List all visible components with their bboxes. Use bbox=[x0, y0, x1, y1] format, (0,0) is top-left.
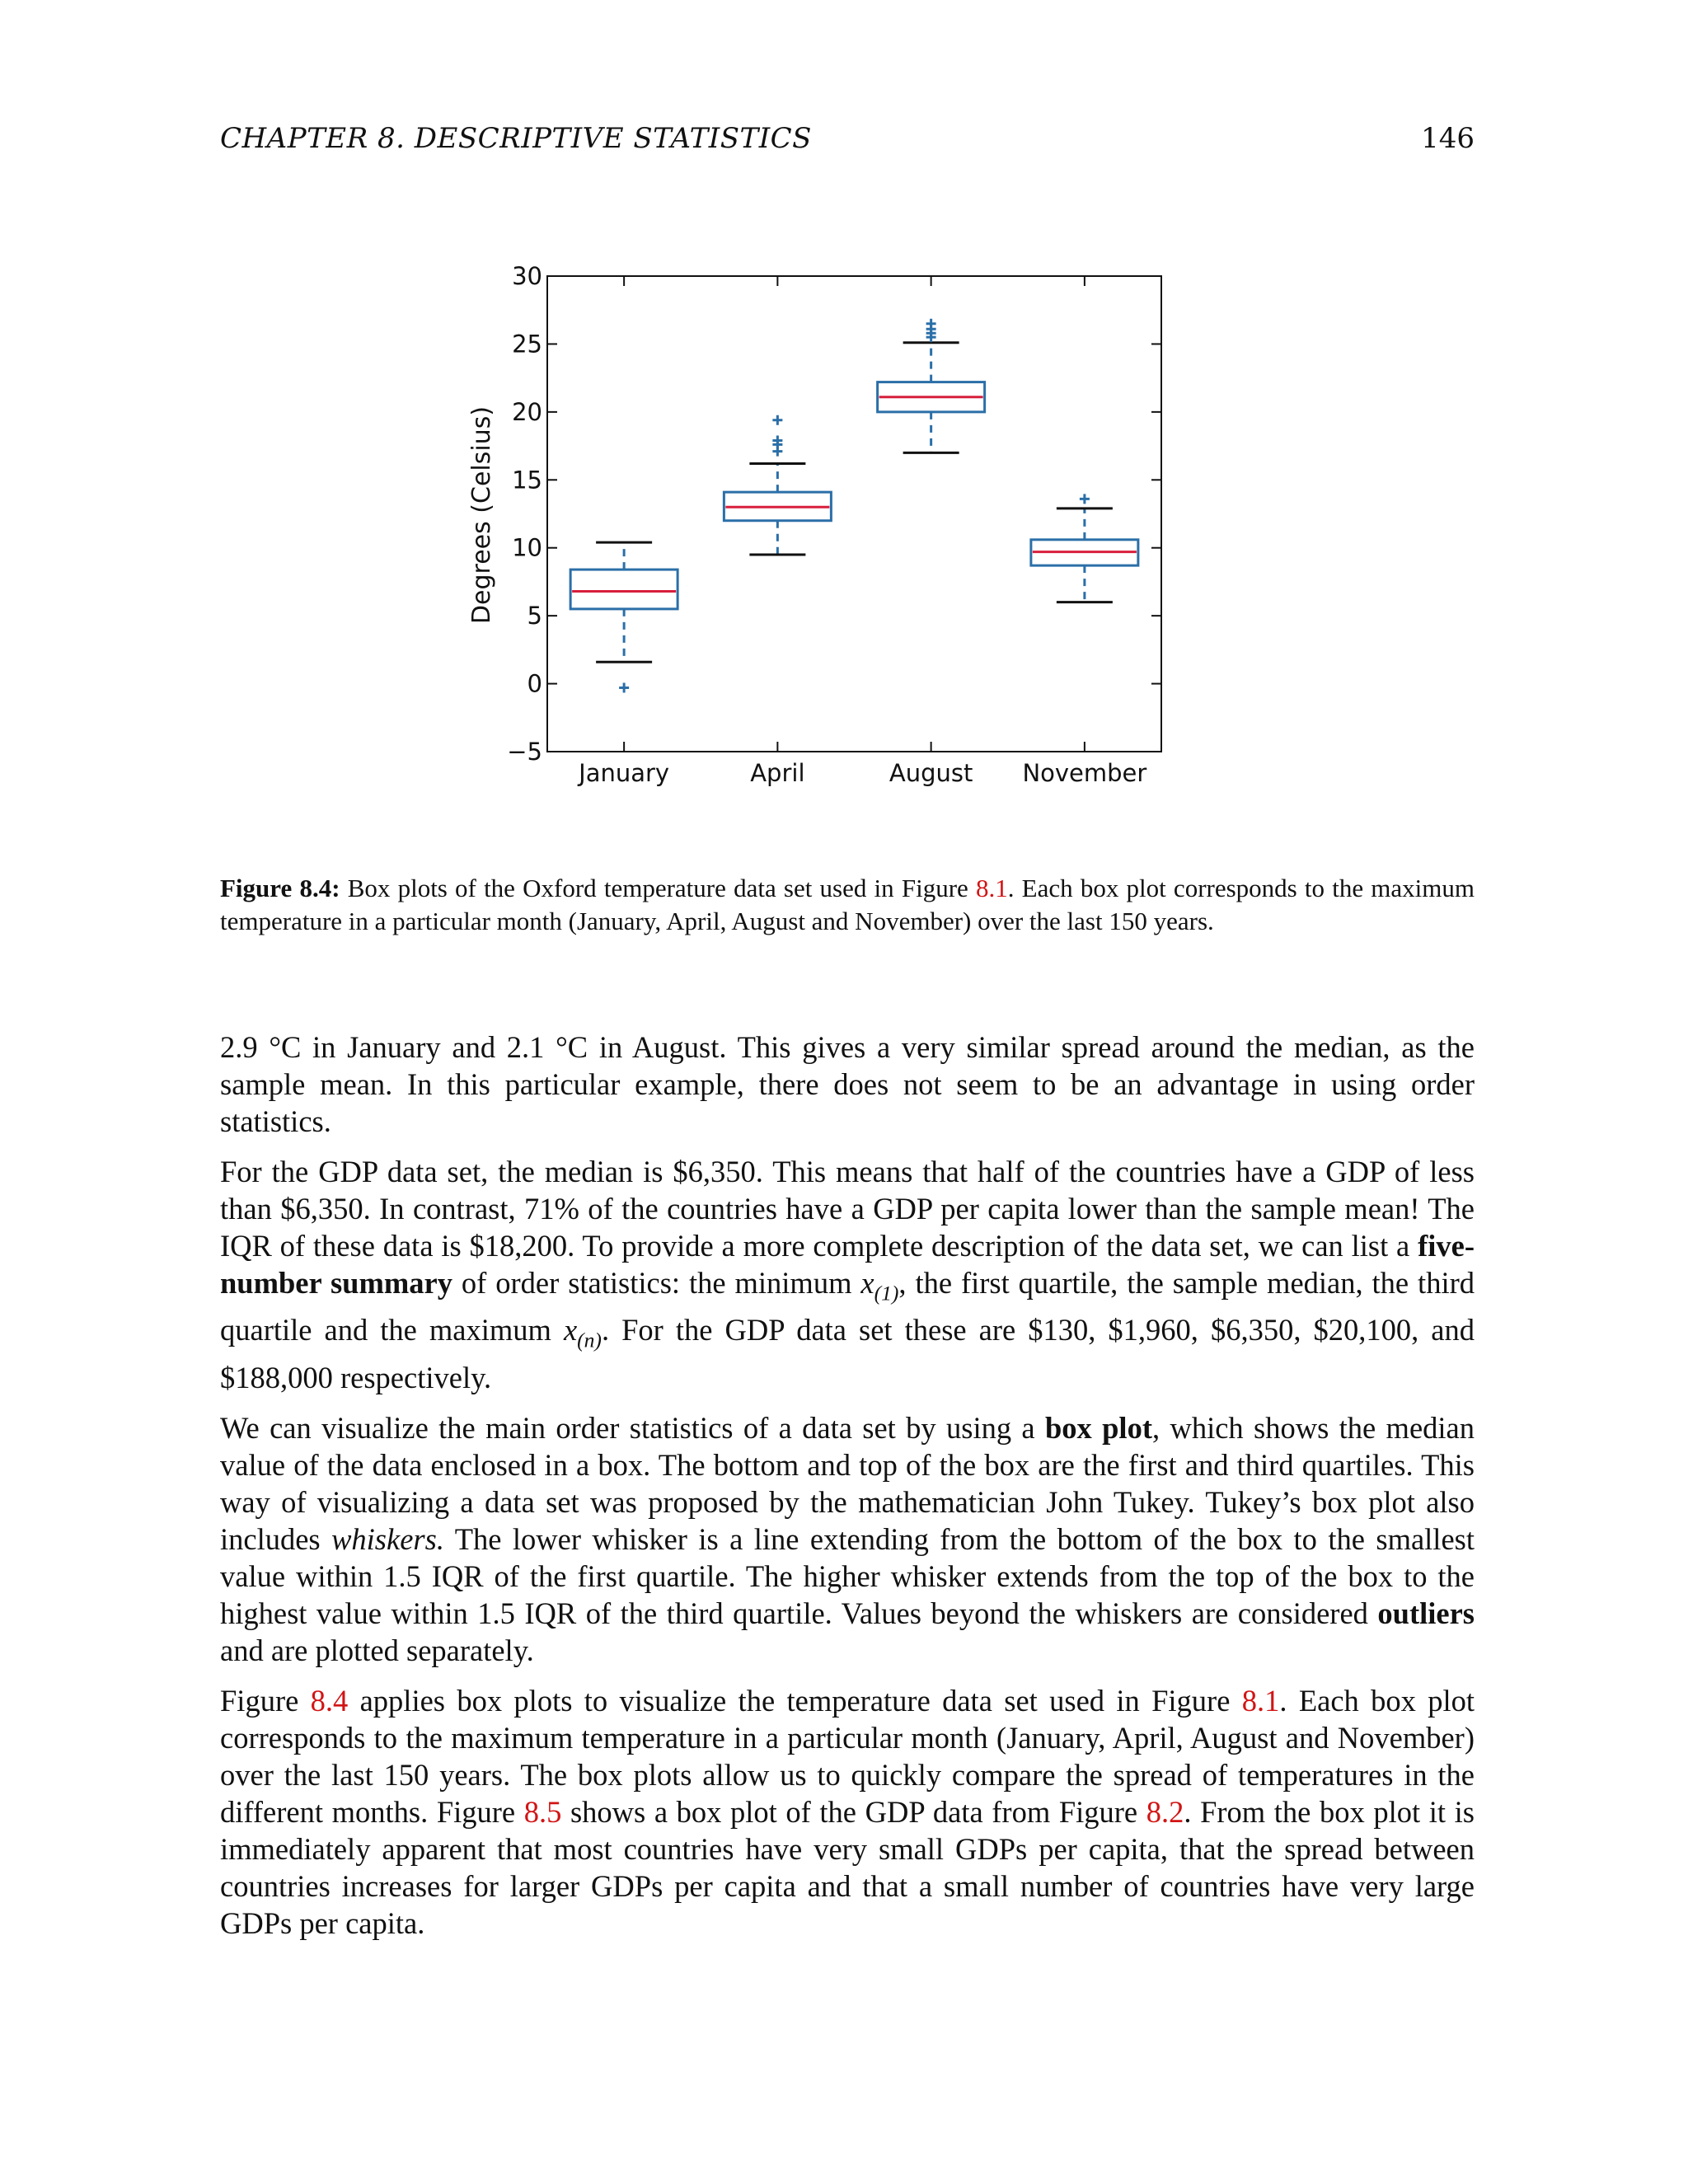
x-tick-label: April bbox=[750, 759, 805, 787]
y-tick-label: 30 bbox=[512, 262, 542, 290]
p2-text-c: , the first quartile, the sample median, the third quartile and the maximum bbox=[220, 1266, 1475, 1347]
paragraph-4 bbox=[220, 1682, 1475, 1942]
box-iqr bbox=[570, 569, 678, 609]
y-tick-label: 10 bbox=[512, 533, 542, 562]
paragraph-1: 2.9 °C in January and 2.1 °C in August. This gives a very similar spread around the median, as the sample mean. In this particular example, there does not seem to be an advantage in using order statistics. bbox=[220, 1030, 1475, 1138]
p3-text-b: , which shows the median value of the data enclosed in a box. The bottom and top of the box are the first and third quartiles. This way of visualizing a data set was proposed by the mathematician John Tukey. Tukey’s box plot also includes bbox=[220, 1410, 1475, 1556]
term-whiskers: whiskers. bbox=[331, 1521, 444, 1556]
outlier-point bbox=[619, 683, 629, 693]
y-tick-label: 15 bbox=[512, 466, 542, 494]
y-axis-label: Degrees (Celsius) bbox=[467, 405, 496, 625]
x-tick-label: August bbox=[889, 759, 973, 787]
term-five-number-summary: five-number summary bbox=[220, 1229, 1475, 1300]
math-x1-symbol: x bbox=[860, 1266, 874, 1300]
math-x-min bbox=[860, 1266, 899, 1305]
caption-label: Figure 8.4: bbox=[220, 874, 340, 902]
p4-text-c: . Each box plot corresponds to the maximum temperature in a particular month (January, April, August and November) over the last 150 years. The box plots allow us to quickly compare the spread of temperatures in the different months. Figure bbox=[220, 1683, 1475, 1829]
figure-8-4 bbox=[0, 0, 1688, 824]
y-tick-label: 25 bbox=[512, 330, 542, 359]
p2-text-b: of order statistics: the minimum bbox=[452, 1266, 861, 1300]
paragraph-2 bbox=[220, 1153, 1475, 1396]
p4-text-a: Figure bbox=[220, 1683, 311, 1718]
math-xn-symbol: x bbox=[563, 1313, 578, 1347]
p3-text-a: We can visualize the main order statistics of a data set by using a bbox=[220, 1410, 1045, 1445]
term-outliers: outliers bbox=[1377, 1596, 1475, 1630]
paragraph-3 bbox=[220, 1409, 1475, 1669]
plot-frame bbox=[547, 276, 1161, 752]
p4-text-b: applies box plots to visualize the temperature data set used in Figure bbox=[348, 1683, 1242, 1718]
body-text bbox=[220, 1029, 1475, 1955]
p4-text-d: shows a box plot of the GDP data from Figure bbox=[561, 1794, 1146, 1829]
outlier-point bbox=[1080, 494, 1090, 504]
p2-text-d: . For the GDP data set these are $130, $1,960, $6,350, $20,100, and $188,000 respectively. bbox=[220, 1313, 1475, 1394]
chapter-title: CHAPTER 8. DESCRIPTIVE STATISTICS bbox=[220, 122, 812, 155]
caption-text-2: . Each box plot corresponds to the maximum temperature in a particular month (January, April, August and November) over the last 150 years. bbox=[220, 874, 1475, 935]
outlier-point bbox=[926, 319, 936, 329]
outlier-point bbox=[772, 415, 782, 425]
y-tick-label: −5 bbox=[507, 738, 542, 766]
x-tick-label: January bbox=[579, 759, 670, 787]
x-tick-label: November bbox=[1022, 759, 1147, 787]
p3-text-d: and are plotted separately. bbox=[220, 1633, 534, 1667]
y-tick-label: 5 bbox=[527, 602, 542, 630]
y-tick-label: 0 bbox=[527, 669, 542, 698]
p3-text-c: The lower whisker is a line extending from the bottom of the box to the smallest value within 1.5 IQR of the first quartile. The higher whisker extends from the top of the box to the highest value within 1.5 IQR of the third quartile. Values beyond the whiskers are considered bbox=[220, 1521, 1475, 1630]
p2-text-a: For the GDP data set, the median is $6,350. This means that half of the countries have a GDP of less than $6,350. In contrast, 71% of the countries have a GDP per capita lower than the sample mean! The IQR of these data is $18,200. To provide a more complete description of the data set, we can list a bbox=[220, 1155, 1475, 1263]
math-x1-subscript: (1) bbox=[874, 1281, 899, 1305]
box-plot-chart bbox=[0, 0, 1688, 824]
page-number: 146 bbox=[1421, 122, 1475, 155]
p4-text-e: . From the box plot it is immediately apparent that most countries have very small GDPs per capita, that the spread between countries increases for larger GDPs per capita and that a small number of countries have very large GDPs per capita. bbox=[220, 1794, 1475, 1940]
ref-figure-8-1[interactable]: 8.1 bbox=[1241, 1683, 1280, 1718]
figure-caption bbox=[220, 872, 1475, 938]
ref-figure-8-5[interactable]: 8.5 bbox=[523, 1794, 562, 1829]
caption-ref-figure-8-1[interactable]: 8.1 bbox=[975, 874, 1008, 902]
math-x-max bbox=[563, 1313, 602, 1352]
math-xn-subscript: (n) bbox=[577, 1328, 602, 1352]
ref-figure-8-4[interactable]: 8.4 bbox=[310, 1683, 349, 1718]
caption-text-1: Box plots of the Oxford temperature data set used in Figure bbox=[340, 874, 976, 902]
y-tick-label: 20 bbox=[512, 397, 542, 426]
ref-figure-8-2[interactable]: 8.2 bbox=[1146, 1794, 1184, 1829]
term-box-plot: box plot bbox=[1044, 1410, 1152, 1445]
